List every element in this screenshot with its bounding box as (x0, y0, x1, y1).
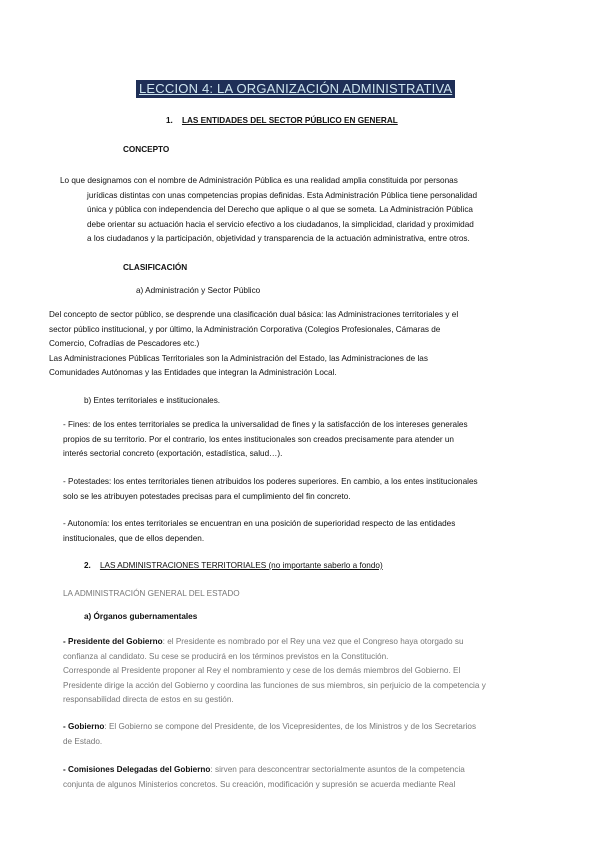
section-2-number: 2. (84, 561, 91, 570)
subsection-b-heading: b) Entes territoriales e institucionales. (84, 396, 221, 405)
text-line: única y pública con independencia del Derecho que aplique o al que se someta. La Administración Pública (87, 205, 473, 215)
section-2-title: LAS ADMINISTRACIONES TERRITORIALES (no importante saberlo a fondo) (99, 561, 383, 570)
section-1-title: LAS ENTIDADES DEL SECTOR PÚBLICO EN GENERAL (181, 116, 398, 125)
section-1-number: 1. (166, 116, 173, 125)
text-line: propios de su territorio. Por el contrario, los entes institucionales son creados precisamente para atender un (63, 434, 454, 444)
fines-paragraph (63, 418, 468, 462)
text-line: confianza al candidato. Su cese se producirá en los términos previstos en la Constitución. (63, 651, 389, 661)
text-line: institucionales, que de ellos dependen. (63, 533, 205, 543)
gobierno-paragraph (63, 720, 476, 749)
text-line: Lo que designamos con el nombre de Administración Pública es una realidad amplia constituida por personas (60, 176, 458, 185)
text-line: Corresponde al Presidente proponer al Rey el nombramiento y cese de los demás miembros del Gobierno. El (63, 666, 461, 676)
text-line: - Potestades: los entes territoriales tienen atribuidos los poderes superiores. En cambio, a los entes institucionales (63, 477, 478, 486)
text-line: Comunidades Autónomas y las Entidades que integran la Administración Local. (49, 368, 337, 378)
potestades-paragraph (63, 475, 478, 504)
comisiones-paragraph (63, 763, 465, 792)
text-line: jurídicas distintas con unas competencias propias definidas. Esta Administración Pública tiene personalidad (87, 190, 478, 200)
text-line: : sirven para desconcentrar sectorialmente asuntos de la competencia (210, 765, 465, 774)
presidente-paragraph (63, 635, 486, 708)
text-line: - Fines: de los entes territoriales se predica la universalidad de fines y la satisfacción de los intereses generales (63, 420, 468, 429)
text-line: Del concepto de sector público, se desprende una clasificación dual básica: las Administraciones territoriales y el (49, 310, 459, 319)
text-line: conjunta de algunos Ministerios concretos. Su creación, modificación y supresión se acuerda mediante Real (63, 779, 456, 789)
text-line: solo se les atribuyen potestades precisas para el cumplimiento del fin concreto. (63, 491, 351, 501)
text-line: - Autonomía: los entes territoriales se encuentran en una posición de superioridad respecto de las entidades (63, 519, 456, 528)
clasificacion-heading: CLASIFICACIÓN (123, 263, 188, 272)
comisiones-term: - Comisiones Delegadas del Gobierno (63, 765, 211, 774)
sector-publico-paragraph (49, 308, 458, 381)
text-line: Las Administraciones Públicas Territoriales son la Administración del Estado, las Administraciones de las (49, 353, 428, 363)
organos-heading: a) Órganos gubernamentales (84, 612, 198, 621)
subsection-a-heading: a) Administración y Sector Público (136, 286, 261, 295)
text-line: Presidente dirige la acción del Gobierno y coordina las funciones de sus miembros, sin perjuicio de la competencia y (63, 680, 486, 690)
lesson-title: LECCION 4: LA ORGANIZACIÓN ADMINISTRATIVA (136, 80, 455, 98)
text-line: a los ciudadanos y la participación, objetividad y transparencia de la actuación administrativa, entre otros. (87, 234, 470, 244)
text-line: : El Gobierno se compone del Presidente, de los Vicepresidentes, de los Ministros y de los Secretarios (104, 722, 477, 731)
text-line: debe orientar su actuación hacia el servicio efectivo a los ciudadanos, la simplicidad, claridad y proximidad (87, 219, 474, 229)
presidente-term: - Presidente del Gobierno (63, 637, 163, 646)
age-heading: LA ADMINISTRACIÓN GENERAL DEL ESTADO (63, 589, 240, 598)
section-2-heading (84, 561, 383, 570)
concepto-heading: CONCEPTO (123, 145, 170, 154)
autonomia-paragraph (63, 517, 455, 546)
text-line: interés sectorial concreto (exportación, estadística, salud…). (63, 449, 283, 459)
gobierno-term: - Gobierno (63, 722, 105, 731)
text-line: responsabilidad directa de estos en su gestión. (63, 695, 234, 705)
concepto-paragraph (60, 174, 478, 247)
section-1-heading (166, 116, 398, 125)
text-line: Comercio, Cofradías de Pescadores etc.) (49, 339, 200, 349)
text-line: : el Presidente es nombrado por el Rey una vez que el Congreso haya otorgado su (162, 637, 464, 646)
text-line: de Estado. (63, 736, 103, 746)
text-line: sector público institucional, y por último, la Administración Corporativa (Colegios Profesionales, Cámaras de (49, 324, 441, 334)
